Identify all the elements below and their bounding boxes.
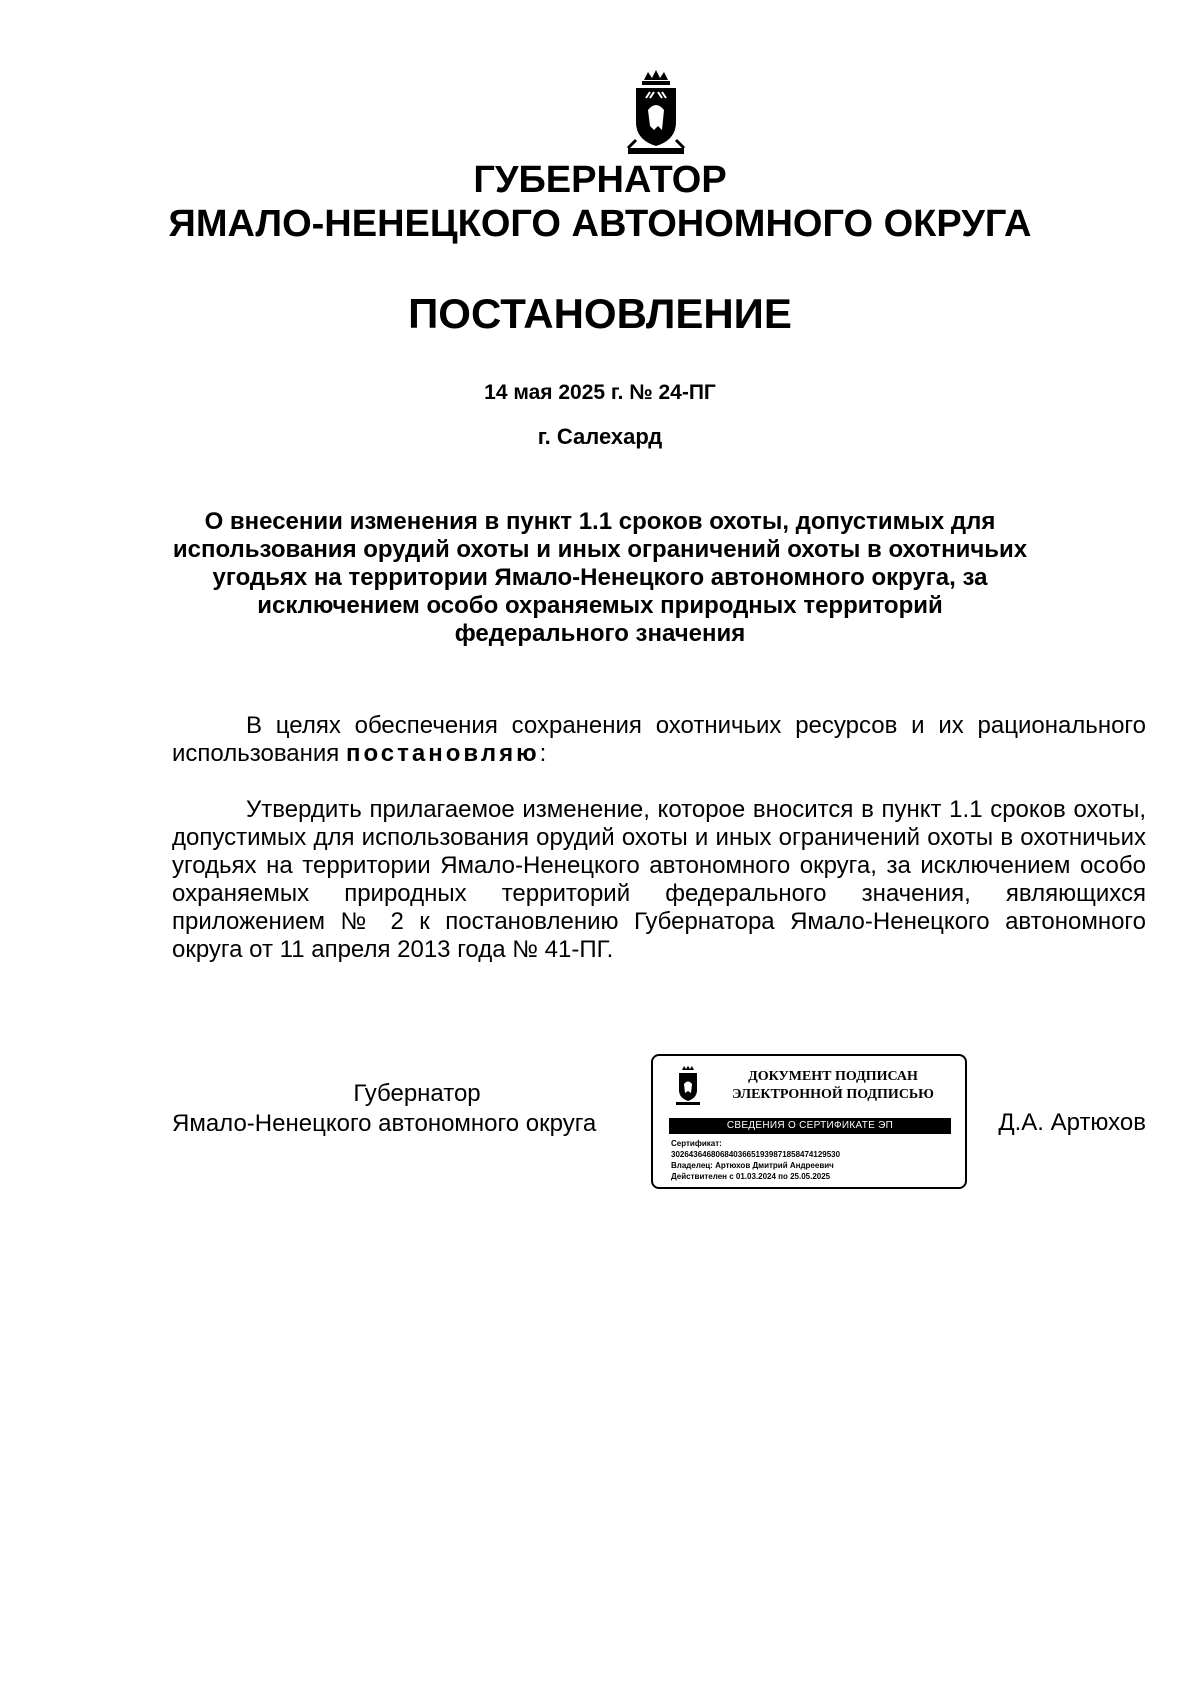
preamble-text: В целях обеспечения сохранения охотничьих ресурсов и их рационального использования bbox=[172, 712, 1146, 767]
document-subject bbox=[0, 508, 1200, 648]
stamp-valid: Действителен с 01.03.2024 по 25.05.2025 bbox=[671, 1172, 831, 1181]
stamp-heading-line1: ДОКУМЕНТ ПОДПИСАН bbox=[748, 1069, 918, 1084]
stamp-heading-line2: ЭЛЕКТРОННОЙ ПОДПИСЬЮ bbox=[732, 1087, 934, 1102]
subject-line: исключением особо охраняемых природных территорий bbox=[257, 592, 943, 619]
subject-line: О внесении изменения в пункт 1.1 сроков охоты, допустимых для bbox=[204, 508, 996, 535]
stamp-cert-number: 30264364680684036651939871858474129530 bbox=[671, 1150, 841, 1159]
preamble-tail: : bbox=[539, 740, 547, 767]
stamp-owner: Владелец: Артюхов Дмитрий Андреевич bbox=[671, 1161, 834, 1170]
authority-title-line1: ГУБЕРНАТОР bbox=[473, 159, 727, 201]
subject-line: использования орудий охоты и иных ограничений охоты в охотничьих bbox=[172, 536, 1028, 563]
stamp-emblem-icon bbox=[675, 1066, 701, 1106]
electronic-signature-stamp bbox=[651, 1054, 967, 1189]
stamp-heading bbox=[713, 1068, 953, 1104]
subject-line: федерального значения bbox=[454, 620, 746, 647]
signatory-position-line1: Губернатор bbox=[353, 1080, 481, 1107]
stamp-certificate-info bbox=[671, 1138, 840, 1182]
stamp-certificate-bar: СВЕДЕНИЯ О СЕРТИФИКАТЕ ЭП bbox=[669, 1118, 951, 1134]
resolution-paragraph: Утвердить прилагаемое изменение, которое вносится в пункт 1.1 сроков охоты, допустимых для использования орудий охоты и иных ограничений охоты в охотничьих угодьях на территории Ямало-Ненецкого автономного округа, за исключением особо охраняемых природных территорий федерального значения, являющихся приложением № 2 к постановлению Губернатора Ямало-Ненецкого автономного округа от 11 апреля 2013 года № 41-ПГ. bbox=[172, 796, 1146, 963]
signatory-position bbox=[172, 1079, 642, 1139]
authority-title-line2: ЯМАЛО-НЕНЕЦКОГО АВТОНОМНОГО ОКРУГА bbox=[168, 203, 1032, 245]
preamble-paragraph bbox=[172, 712, 1146, 768]
signatory-name: Д.А. Артюхов bbox=[998, 1109, 1146, 1136]
subject-line: угодьях на территории Ямало-Ненецкого автономного округа, за bbox=[212, 564, 988, 591]
resolve-word: постановляю bbox=[345, 740, 540, 767]
stamp-cert-label: Сертификат: bbox=[671, 1139, 722, 1148]
document-date-number: 14 мая 2025 г. № 24-ПГ bbox=[484, 381, 716, 404]
document-city: г. Салехард bbox=[537, 424, 663, 449]
document-type: ПОСТАНОВЛЕНИЕ bbox=[408, 290, 792, 337]
signatory-position-line2: Ямало-Ненецкого автономного округа bbox=[172, 1110, 597, 1137]
coat-of-arms-emblem bbox=[624, 70, 688, 156]
